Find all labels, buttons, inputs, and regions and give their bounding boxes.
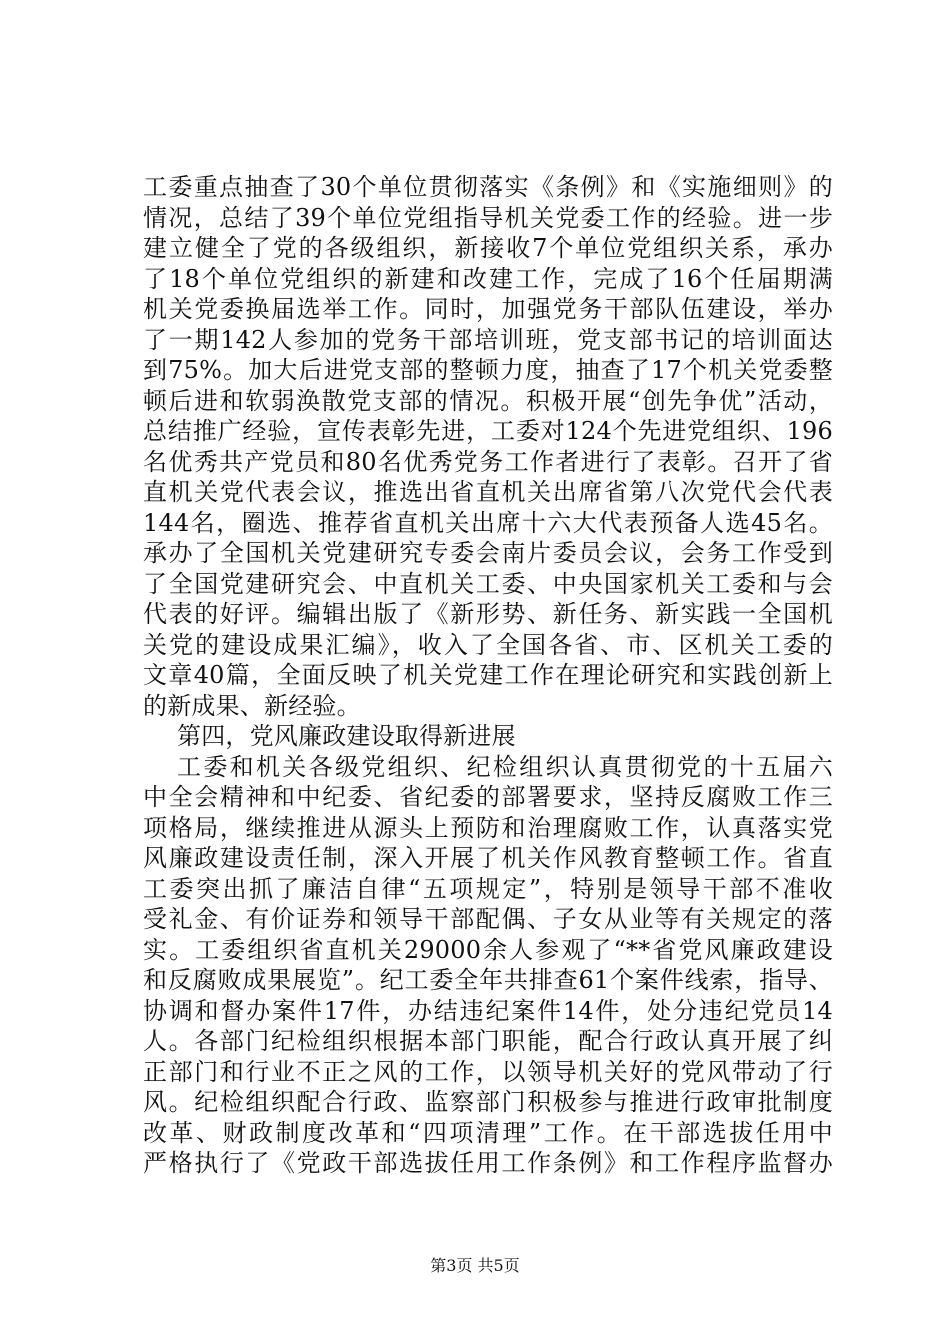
paragraph-line: 承办了全国机关党建研究专委会南片委员会议，会务工作受到 [143,539,833,567]
paragraph-line: 工委和机关各级党组织、纪检组织认真贯彻党的十五届六 [177,752,833,781]
paragraph-line: 工委重点抽查了30个单位贯彻落实《条例》和《实施细则》的 [143,173,833,201]
paragraph-line: 文章40篇，全面反映了机关党建工作在理论研究和实践创新上 [143,661,833,689]
paragraph-line: 和反腐败成果展览”。纪工委全年共排查61个案件线索，指导、 [143,966,833,994]
paragraph-line: 直机关党代表会议，推选出省直机关出席省第八次党代会代表 [143,478,833,506]
paragraph-line: 实。工委组织省直机关29000余人参观了“**省党风廉政建设 [143,935,833,964]
paragraph-line: 机关党委换届选举工作。同时，加强党务干部队伍建设，举办 [143,295,833,323]
paragraph-line: 名优秀共产党员和80名优秀党务工作者进行了表彰。召开了省 [143,447,833,476]
paragraph-line: 协调和督办案件17件，办结违纪案件14件，处分违纪党员14 [143,996,833,1025]
paragraph-line: 风。纪检组织配合行政、监察部门积极参与推进行政审批制度 [143,1088,833,1116]
paragraph-line: 正部门和行业不正之风的工作，以领导机关好的党风带动了行 [143,1057,833,1086]
paragraph-line: 了全国党建研究会、中直机关工委、中央国家机关工委和与会 [143,569,833,598]
paragraph-line: 人。各部门纪检组织根据本部门职能，配合行政认真开展了纠 [143,1027,833,1055]
paragraph-line: 受礼金、有价证券和领导干部配偶、子女从业等有关规定的落 [143,905,833,933]
paragraph-line: 的新成果、新经验。 [143,691,361,720]
paragraph-line: 严格执行了《党政干部选拔任用工作条例》和工作程序监督办 [143,1149,833,1177]
paragraph-line: 代表的好评。编辑出版了《新形势、新任务、新实践一全国机 [143,600,833,628]
body-text [143,172,833,1179]
paragraph-line: 了18个单位党组织的新建和改建工作，完成了16个任届期满 [143,264,833,293]
paragraph-line: 顿后进和软弱涣散党支部的情况。积极开展“创先争优”活动， [143,386,833,415]
paragraph-line: 建立健全了党的各级组织，新接收7个单位党组织关系，承办 [143,234,833,262]
paragraph-line: 情况，总结了39个单位党组指导机关党委工作的经验。进一步 [143,203,833,232]
paragraph-line: 中全会精神和中纪委、省纪委的部署要求，坚持反腐败工作三 [143,783,833,811]
page-number-footer: 第3页 共5页 [430,1256,520,1275]
paragraph-line: 总结推广经验，宣传表彰先进，工委对124个先进党组织、196 [143,417,833,445]
paragraph-line: 144名，圈选、推荐省直机关出席十六大代表预备人选45名。 [143,508,833,537]
paragraph-line: 工委突出抓了廉洁自律“五项规定”，特别是领导干部不准收 [143,874,833,903]
paragraph-line: 关党的建设成果汇编》，收入了全国各省、市、区机关工委的 [143,630,833,659]
section-heading: 第四，党风廉政建设取得新进展 [177,722,516,750]
paragraph-line: 改革、财政制度改革和“四项清理”工作。在干部选拔任用中 [143,1118,833,1147]
paragraph-line: 到75%。加大后进党支部的整顿力度，抽查了17个机关党委整 [143,356,833,384]
paragraph-line: 了一期142人参加的党务干部培训班，党支部书记的培训面达 [143,325,833,354]
paragraph-line: 风廉政建设责任制，深入开展了机关作风教育整顿工作。省直 [143,844,833,872]
paragraph-line: 项格局，继续推进从源头上预防和治理腐败工作，认真落实党 [143,813,833,842]
